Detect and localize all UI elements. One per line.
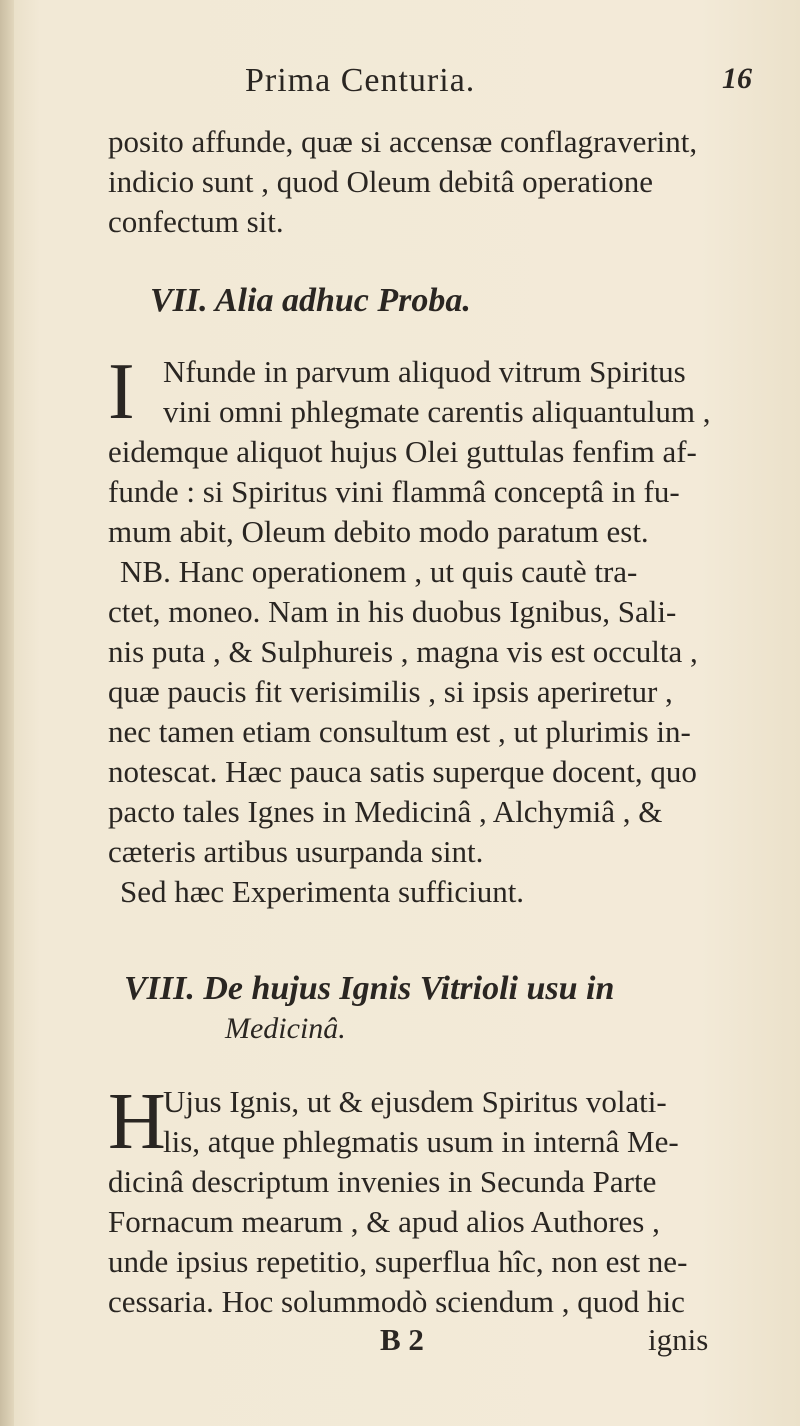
text-line: mum abit, Oleum debito modo paratum est. (108, 514, 649, 549)
text-line: NB. Hanc operationem , ut quis cautè tra- (120, 554, 638, 589)
text-line: nis puta , & Sulphureis , magna vis est occulta , (108, 634, 698, 669)
text-line: vini omni phlegmate carentis aliquantulum , (163, 394, 711, 429)
text-line: cessaria. Hoc solummodò sciendum , quod hic (108, 1284, 685, 1319)
page-header (0, 62, 800, 102)
text-line: posito affunde, quæ si accensæ conflagraverint, (108, 124, 698, 159)
section-heading-vii: VII. Alia adhuc Proba. (150, 282, 471, 319)
text-line: dicinâ descriptum invenies in Secunda Parte (108, 1164, 657, 1199)
text-line: Fornacum mearum , & apud alios Authores , (108, 1204, 660, 1239)
drop-cap-initial: I (108, 348, 135, 436)
text-line: indicio sunt , quod Oleum debitâ operatione (108, 164, 653, 199)
text-line: Ujus Ignis, ut & ejusdem Spiritus volati- (163, 1084, 667, 1119)
text-line: lis, atque phlegmatis usum in internâ Me- (163, 1124, 679, 1159)
section-viii-body (108, 1078, 738, 1322)
text-line: eidemque aliquot hujus Olei guttulas fenfim af- (108, 434, 697, 469)
text-line: cæteris artibus usurpanda sint. (108, 834, 484, 869)
text-line: unde ipsius repetitio, superflua hîc, non est ne- (108, 1244, 688, 1279)
text-line: pacto tales Ignes in Medicinâ , Alchymiâ , & (108, 794, 663, 829)
text-line: Nfunde in parvum aliquod vitrum Spiritus (163, 354, 686, 389)
text-line: ctet, moneo. Nam in his duobus Ignibus, Sali- (108, 594, 677, 629)
text-line: notescat. Hæc pauca satis superque docent, quo (108, 754, 697, 789)
running-head: Prima Centuria. (245, 62, 476, 99)
page-number: 16 (722, 62, 752, 95)
section-heading-viii-line2: Medicinâ. (225, 1012, 346, 1045)
text-line: confectum sit. (108, 204, 284, 239)
section-heading-viii: VIII. De hujus Ignis Vitrioli usu in (124, 970, 615, 1007)
catchword: ignis (648, 1322, 709, 1357)
section-vii-body (108, 348, 738, 912)
drop-cap-initial: H (108, 1078, 166, 1166)
text-line: nec tamen etiam consultum est , ut plurimis in- (108, 714, 691, 749)
paragraph-continuation (108, 122, 738, 242)
text-line: Sed hæc Experimenta sufficiunt. (120, 874, 525, 909)
page-footer (0, 1322, 800, 1362)
page-binding-edge (0, 0, 14, 1426)
text-line: funde : si Spiritus vini flammâ conceptâ in fu- (108, 474, 680, 509)
signature-mark: B 2 (380, 1322, 424, 1357)
text-line: quæ paucis fit verisimilis , si ipsis aperiretur , (108, 674, 673, 709)
